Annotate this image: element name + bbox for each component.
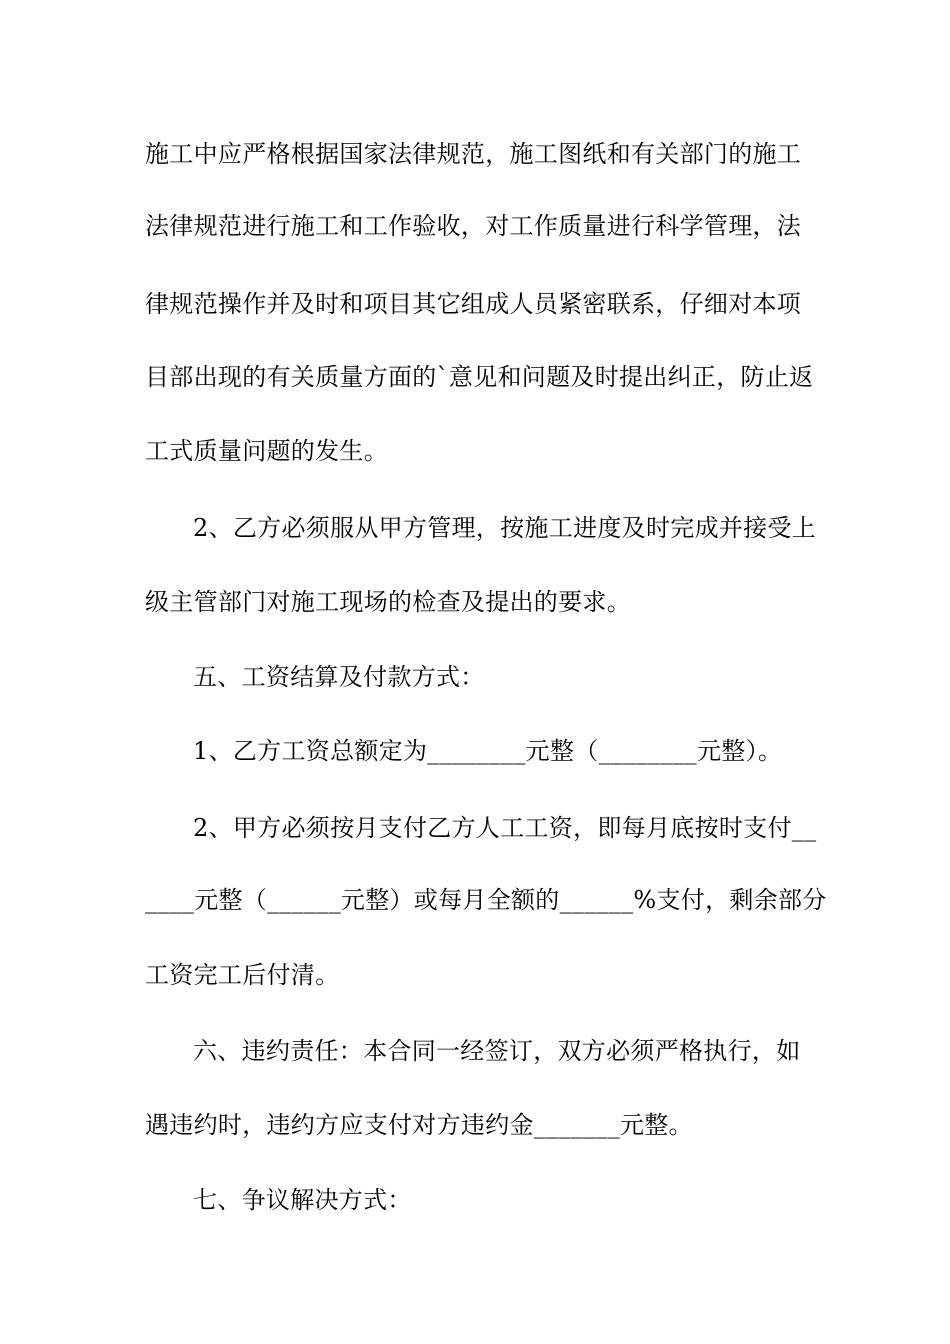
- body-line-4: 目部出现的有关质量方面的`意见和问题及时提出纠正，防止返: [145, 363, 814, 391]
- section-5-item-2-line-1: 2、甲方必须按月支付乙方人工工资，即每月底按时支付__: [193, 814, 817, 842]
- body-line-1: 施工中应严格根据国家法律规范，施工图纸和有关部门的施工: [145, 140, 802, 168]
- section-6-line-2: 遇违约时，违约方应支付对方违约金_______元整。: [145, 1111, 693, 1139]
- body-line-3: 律规范操作并及时和项目其它组成人员紧密联系，仔细对本项: [145, 290, 802, 318]
- section-7-heading: 七、争议解决方式：: [193, 1186, 412, 1214]
- section-5-item-1: 1、乙方工资总额定为________元整（________元整）。: [193, 737, 783, 765]
- section-6-line-1: 六、违约责任：本合同一经签订，双方必须严格执行，如: [193, 1037, 801, 1065]
- clause-2-line-2: 级主管部门对施工现场的检查及提出的要求。: [145, 588, 631, 616]
- section-5-item-2-line-3: 工资完工后付清。: [145, 961, 340, 989]
- body-line-5: 工式质量问题的发生。: [145, 437, 388, 465]
- section-5-heading: 五、工资结算及付款方式：: [193, 663, 485, 691]
- section-5-item-2-line-2: ____元整（______元整）或每月全额的______%支付，剩余部分: [145, 886, 827, 914]
- clause-2-line-1: 2、乙方必须服从甲方管理，按施工进度及时完成并接受上: [193, 514, 817, 542]
- body-line-2: 法律规范进行施工和工作验收，对工作质量进行科学管理，法: [145, 212, 802, 240]
